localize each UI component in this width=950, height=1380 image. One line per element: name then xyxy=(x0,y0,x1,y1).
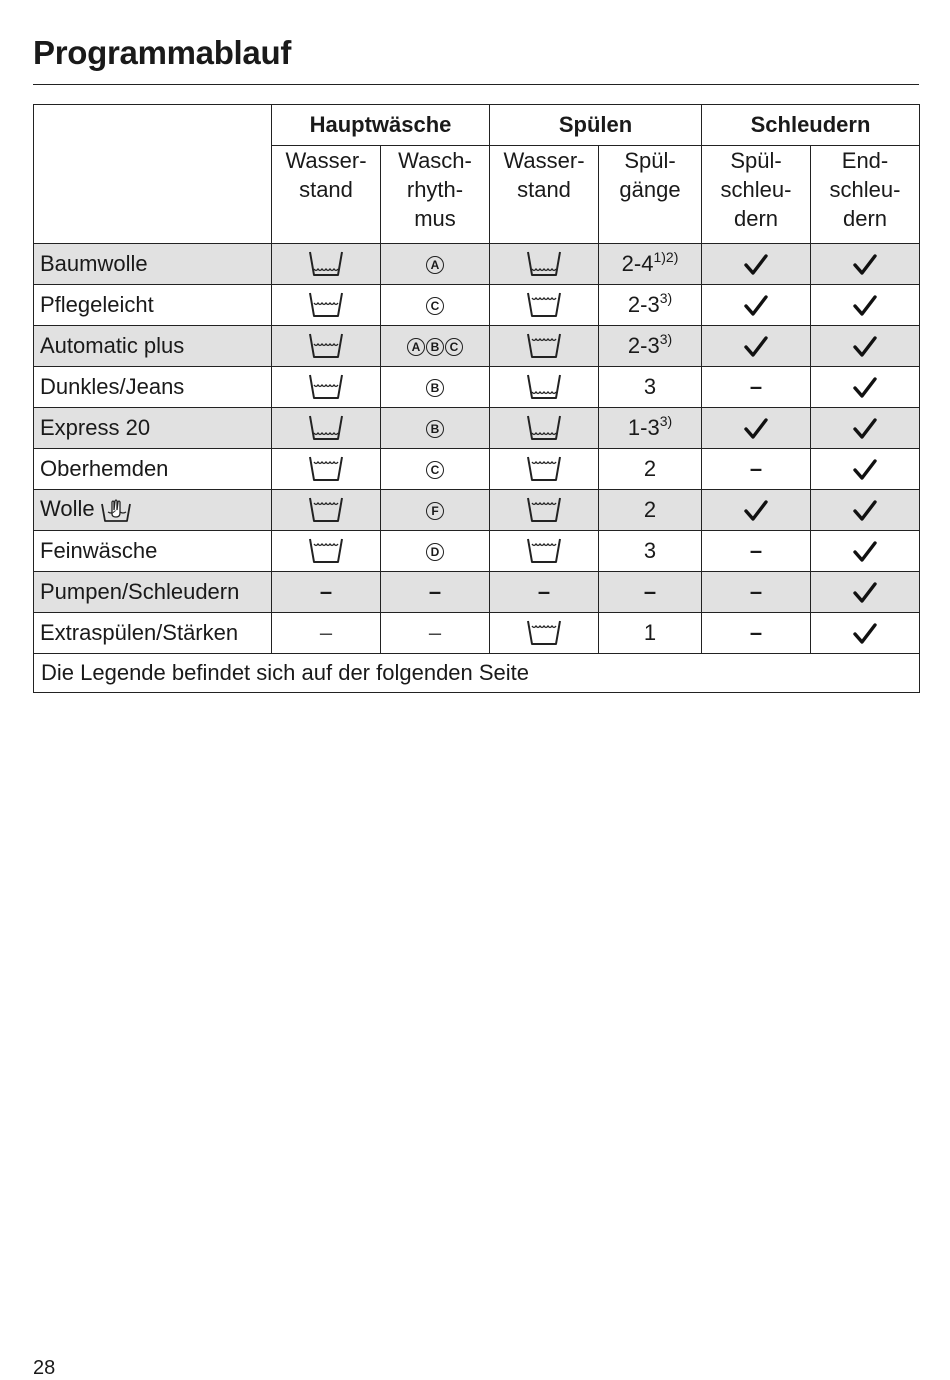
table-row xyxy=(34,367,920,408)
checkmark-icon xyxy=(852,251,878,276)
dash-mark: – xyxy=(749,374,763,399)
page-number: 28 xyxy=(33,1357,56,1379)
column-header-line: schleu- xyxy=(829,177,901,202)
program-name-cell xyxy=(34,572,272,613)
table-cell xyxy=(811,285,920,326)
checkmark-icon xyxy=(852,538,878,563)
table-cell xyxy=(272,572,381,613)
water-level-medium-icon xyxy=(308,373,344,398)
program-name: Automatic plus xyxy=(40,333,185,358)
table-row xyxy=(34,326,920,367)
table-cell xyxy=(702,490,811,531)
rinse-count: 2 xyxy=(643,456,657,481)
rinse-count: 1 xyxy=(643,620,657,645)
wash-rhythm-letter-icon: A xyxy=(407,338,425,356)
legend-note: Die Legende befindet sich auf der folgenden Seite xyxy=(34,654,920,693)
table-cell xyxy=(272,326,381,367)
hand-wash-icon xyxy=(99,496,133,521)
column-header-line: dern xyxy=(733,206,779,231)
program-name-cell xyxy=(34,449,272,490)
column-header-line: Wasch- xyxy=(398,148,472,173)
table-cell xyxy=(272,367,381,408)
program-name-cell xyxy=(34,367,272,408)
table-cell xyxy=(599,613,702,654)
table-cell xyxy=(811,490,920,531)
checkmark-icon xyxy=(852,579,878,604)
table-row xyxy=(34,244,920,285)
column-header-line: schleu- xyxy=(720,177,792,202)
table-cell xyxy=(811,572,920,613)
table-cell xyxy=(702,408,811,449)
program-name: Oberhemden xyxy=(40,456,169,481)
dash-mark: – xyxy=(749,538,763,563)
table-cell xyxy=(381,572,490,613)
program-name-cell xyxy=(34,531,272,572)
dash-mark: – xyxy=(428,620,442,645)
rinse-count: 3 xyxy=(643,374,657,399)
column-header-line: Wasser- xyxy=(503,148,585,173)
water-level-high-icon xyxy=(308,496,344,521)
table-cell xyxy=(599,285,702,326)
table-cell xyxy=(702,244,811,285)
water-level-high-icon xyxy=(308,455,344,480)
table-cell xyxy=(272,613,381,654)
table-cell xyxy=(490,449,599,490)
wash-rhythm-letter-icon: F xyxy=(426,502,444,520)
checkmark-icon xyxy=(852,292,878,317)
dash-mark: – xyxy=(749,456,763,481)
footnote-ref: 3) xyxy=(659,331,673,347)
table-cell xyxy=(811,326,920,367)
table-row xyxy=(34,531,920,572)
table-cell xyxy=(811,244,920,285)
water-level-high-icon xyxy=(308,537,344,562)
table-cell xyxy=(381,613,490,654)
table-cell xyxy=(702,449,811,490)
dash-mark: – xyxy=(319,579,333,604)
column-header-line: stand xyxy=(517,177,571,202)
program-name: Pumpen/Schleudern xyxy=(40,579,240,604)
column-header xyxy=(272,146,381,244)
table-cell xyxy=(490,244,599,285)
wash-rhythm-letter-icon: C xyxy=(426,461,444,479)
group-header: Schleudern xyxy=(702,105,920,146)
water-level-medium-icon xyxy=(308,291,344,316)
column-header-line: dern xyxy=(842,206,888,231)
page-title: Programmablauf xyxy=(33,34,292,71)
water-level-high-icon xyxy=(526,455,562,480)
program-name-cell xyxy=(34,326,272,367)
checkmark-icon xyxy=(743,251,769,276)
table-cell xyxy=(702,326,811,367)
program-name: Baumwolle xyxy=(40,251,148,276)
table-cell xyxy=(490,367,599,408)
checkmark-icon xyxy=(743,292,769,317)
water-level-high-icon xyxy=(526,332,562,357)
table-cell xyxy=(381,531,490,572)
water-level-low-icon xyxy=(526,250,562,275)
wash-rhythm-letter-icon: C xyxy=(426,297,444,315)
rinse-count: 2 xyxy=(643,497,657,522)
program-name: Extraspülen/Stärken xyxy=(40,620,239,645)
table-cell xyxy=(381,408,490,449)
footnote-ref: 3) xyxy=(659,290,673,306)
legend-row xyxy=(34,654,920,693)
table-cell xyxy=(811,408,920,449)
column-header-line: rhyth- xyxy=(406,177,464,202)
table-cell xyxy=(381,326,490,367)
checkmark-icon xyxy=(852,333,878,358)
water-level-high-icon xyxy=(526,619,562,644)
table-cell xyxy=(272,531,381,572)
column-header-line: End- xyxy=(841,148,889,173)
table-cell xyxy=(381,449,490,490)
program-name-cell xyxy=(34,244,272,285)
column-header-line: Spül- xyxy=(624,148,676,173)
dash-mark: – xyxy=(749,579,763,604)
column-header xyxy=(599,146,702,244)
checkmark-icon xyxy=(743,497,769,522)
table-row xyxy=(34,490,920,531)
table-row xyxy=(34,613,920,654)
program-name-cell xyxy=(34,490,272,531)
column-header-line: gänge xyxy=(619,177,681,202)
checkmark-icon xyxy=(852,456,878,481)
water-level-high-icon xyxy=(526,291,562,316)
rinse-count: 1-3 xyxy=(627,415,660,440)
program-name-cell xyxy=(34,285,272,326)
footnote-ref: 1)2) xyxy=(653,249,679,265)
program-name-cell xyxy=(34,613,272,654)
table-cell xyxy=(811,531,920,572)
column-header xyxy=(381,146,490,244)
water-level-low-icon xyxy=(526,373,562,398)
rinse-count: 2-3 xyxy=(627,333,660,358)
checkmark-icon xyxy=(852,415,878,440)
group-header: Hauptwäsche xyxy=(272,105,490,146)
table-cell xyxy=(381,285,490,326)
column-header xyxy=(811,146,920,244)
program-name: Wolle xyxy=(40,496,95,522)
water-level-low-icon xyxy=(526,414,562,439)
title-divider xyxy=(33,84,919,85)
column-header-line: mus xyxy=(414,206,456,231)
wash-rhythm-letter-icon: A xyxy=(426,256,444,274)
table-cell xyxy=(599,244,702,285)
table-cell xyxy=(272,490,381,531)
table-cell xyxy=(811,449,920,490)
table-row xyxy=(34,408,920,449)
table-row xyxy=(34,285,920,326)
program-name: Feinwäsche xyxy=(40,538,158,563)
dash-mark: – xyxy=(643,579,657,604)
water-level-high-icon xyxy=(526,496,562,521)
table-cell xyxy=(381,367,490,408)
table-cell xyxy=(490,408,599,449)
program-name: Dunkles/Jeans xyxy=(40,374,185,399)
wash-rhythm-letter-icon: C xyxy=(445,338,463,356)
table-cell xyxy=(490,531,599,572)
wash-rhythm-letter-icon: D xyxy=(426,543,444,561)
table-cell xyxy=(599,367,702,408)
checkmark-icon xyxy=(743,333,769,358)
table-cell xyxy=(702,613,811,654)
table-cell xyxy=(490,326,599,367)
wash-rhythm-letter-icon: B xyxy=(426,420,444,438)
table-cell xyxy=(702,285,811,326)
dash-mark: – xyxy=(428,579,442,604)
group-header: Spülen xyxy=(490,105,702,146)
table-cell xyxy=(490,285,599,326)
rinse-count: 3 xyxy=(643,538,657,563)
rinse-count: 2-4 xyxy=(621,251,654,276)
table-cell xyxy=(599,326,702,367)
column-header-line: Spül- xyxy=(730,148,782,173)
table-cell xyxy=(490,572,599,613)
checkmark-icon xyxy=(852,620,878,645)
water-level-high-icon xyxy=(526,537,562,562)
table-cell xyxy=(811,367,920,408)
table-cell xyxy=(599,572,702,613)
table-cell xyxy=(702,572,811,613)
table-cell xyxy=(599,490,702,531)
table-row xyxy=(34,449,920,490)
table-cell xyxy=(599,531,702,572)
column-header xyxy=(702,146,811,244)
column-header xyxy=(490,146,599,244)
table-cell xyxy=(702,531,811,572)
program-name: Express 20 xyxy=(40,415,151,440)
table-cell xyxy=(381,490,490,531)
dash-mark: – xyxy=(319,620,333,645)
table-cell xyxy=(272,285,381,326)
table-cell xyxy=(272,408,381,449)
table-cell xyxy=(599,449,702,490)
program-name-cell xyxy=(34,408,272,449)
table-cell xyxy=(702,367,811,408)
header-corner-cell xyxy=(34,105,272,244)
checkmark-icon xyxy=(743,415,769,440)
checkmark-icon xyxy=(852,374,878,399)
table-cell xyxy=(811,613,920,654)
column-header-line: stand xyxy=(299,177,353,202)
table-cell xyxy=(381,244,490,285)
program-name: Pflegeleicht xyxy=(40,292,154,317)
water-level-low-icon xyxy=(308,414,344,439)
program-table xyxy=(33,104,920,693)
table-cell xyxy=(599,408,702,449)
water-level-low-icon xyxy=(308,250,344,275)
table-cell xyxy=(272,244,381,285)
column-header-line: Wasser- xyxy=(285,148,367,173)
rinse-count: 2-3 xyxy=(627,292,660,317)
wash-rhythm-letter-icon: B xyxy=(426,338,444,356)
water-level-medium-icon xyxy=(308,332,344,357)
checkmark-icon xyxy=(852,497,878,522)
table-row xyxy=(34,572,920,613)
dash-mark: – xyxy=(749,620,763,645)
table-cell xyxy=(490,613,599,654)
dash-mark: – xyxy=(537,579,551,604)
footnote-ref: 3) xyxy=(659,413,673,429)
table-cell xyxy=(490,490,599,531)
wash-rhythm-letter-icon: B xyxy=(426,379,444,397)
table-cell xyxy=(272,449,381,490)
